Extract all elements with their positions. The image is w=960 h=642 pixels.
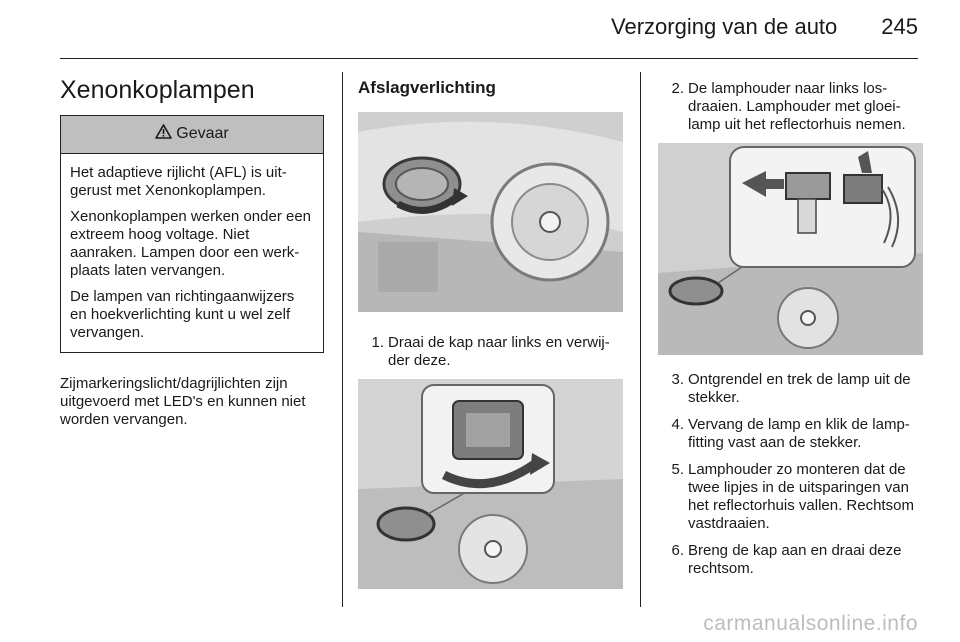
step-6 [658,542,923,578]
section-title-xenon: Xenonkoplampen [60,76,255,104]
danger-header [61,116,323,154]
step-list-3 [658,371,923,578]
lampholder-photo [358,379,623,589]
running-title: Verzorging van de auto [611,14,838,39]
step-text: De lamphouder naar links los-draaien. Lamphouder met gloei-lamp uit het reflectorhuis nemen. [688,80,906,133]
column-divider-1 [342,72,343,607]
danger-paragraph: Het adaptieve rijlicht (AFL) is uit-gerust met Xenonkoplampen. [70,164,287,199]
step-text: Vervang de lamp en klik de lamp-fitting vast aan de stekker. [688,416,910,451]
step-text: Ontgrendel en trek de lamp uit de stekker. [688,371,911,406]
step-5 [658,461,923,533]
step-3 [658,371,923,407]
section-title-afslag: Afslagverlichting [358,78,496,97]
column-steps [658,72,923,587]
column-afslag [358,72,623,589]
header-rule [60,58,918,59]
danger-paragraph: Xenonkoplampen werken onder een extreem hoog voltage. Niet aanraken. Lampen door een werk-plaats laten vervangen. [70,208,312,279]
step-2 [658,80,923,134]
bulb-removal-photo [658,143,923,355]
step-number: 5. [671,461,684,478]
headlamp-cap-photo [358,112,623,312]
step-text: Lamphouder zo monteren dat de twee lipjes in de uitsparingen van het reflectorhuis vallen. Rechtsom vastdraaien. [688,461,914,532]
danger-body [61,154,323,352]
step-number: 2. [671,80,684,97]
step-number: 3. [671,371,684,388]
step-text: Draai de kap naar links en verwij-der deze. [388,334,610,369]
danger-paragraph: De lampen van richtingaanwijzers en hoekverlichting kunt u wel zelf vervangen. [70,288,295,341]
page-number: 245 [881,14,918,39]
warning-triangle-icon [155,124,172,144]
step-number: 1. [371,334,384,351]
step-number: 6. [671,542,684,559]
step-4 [658,416,923,452]
danger-label: Gevaar [176,125,229,142]
step-number: 4. [671,416,684,433]
step-text: Breng de kap aan en draai deze rechtsom. [688,542,902,577]
led-note: Zijmarkeringslicht/dagrijlichten zijn uitgevoerd met LED's en kunnen niet worden vervangen. [60,375,306,428]
column-divider-2 [640,72,641,607]
step-1 [358,334,623,370]
danger-box [60,115,324,353]
step-list-1 [358,334,623,370]
page-header [611,14,918,40]
column-xenon [60,72,325,429]
watermark: carmanualsonline.info [703,612,918,635]
